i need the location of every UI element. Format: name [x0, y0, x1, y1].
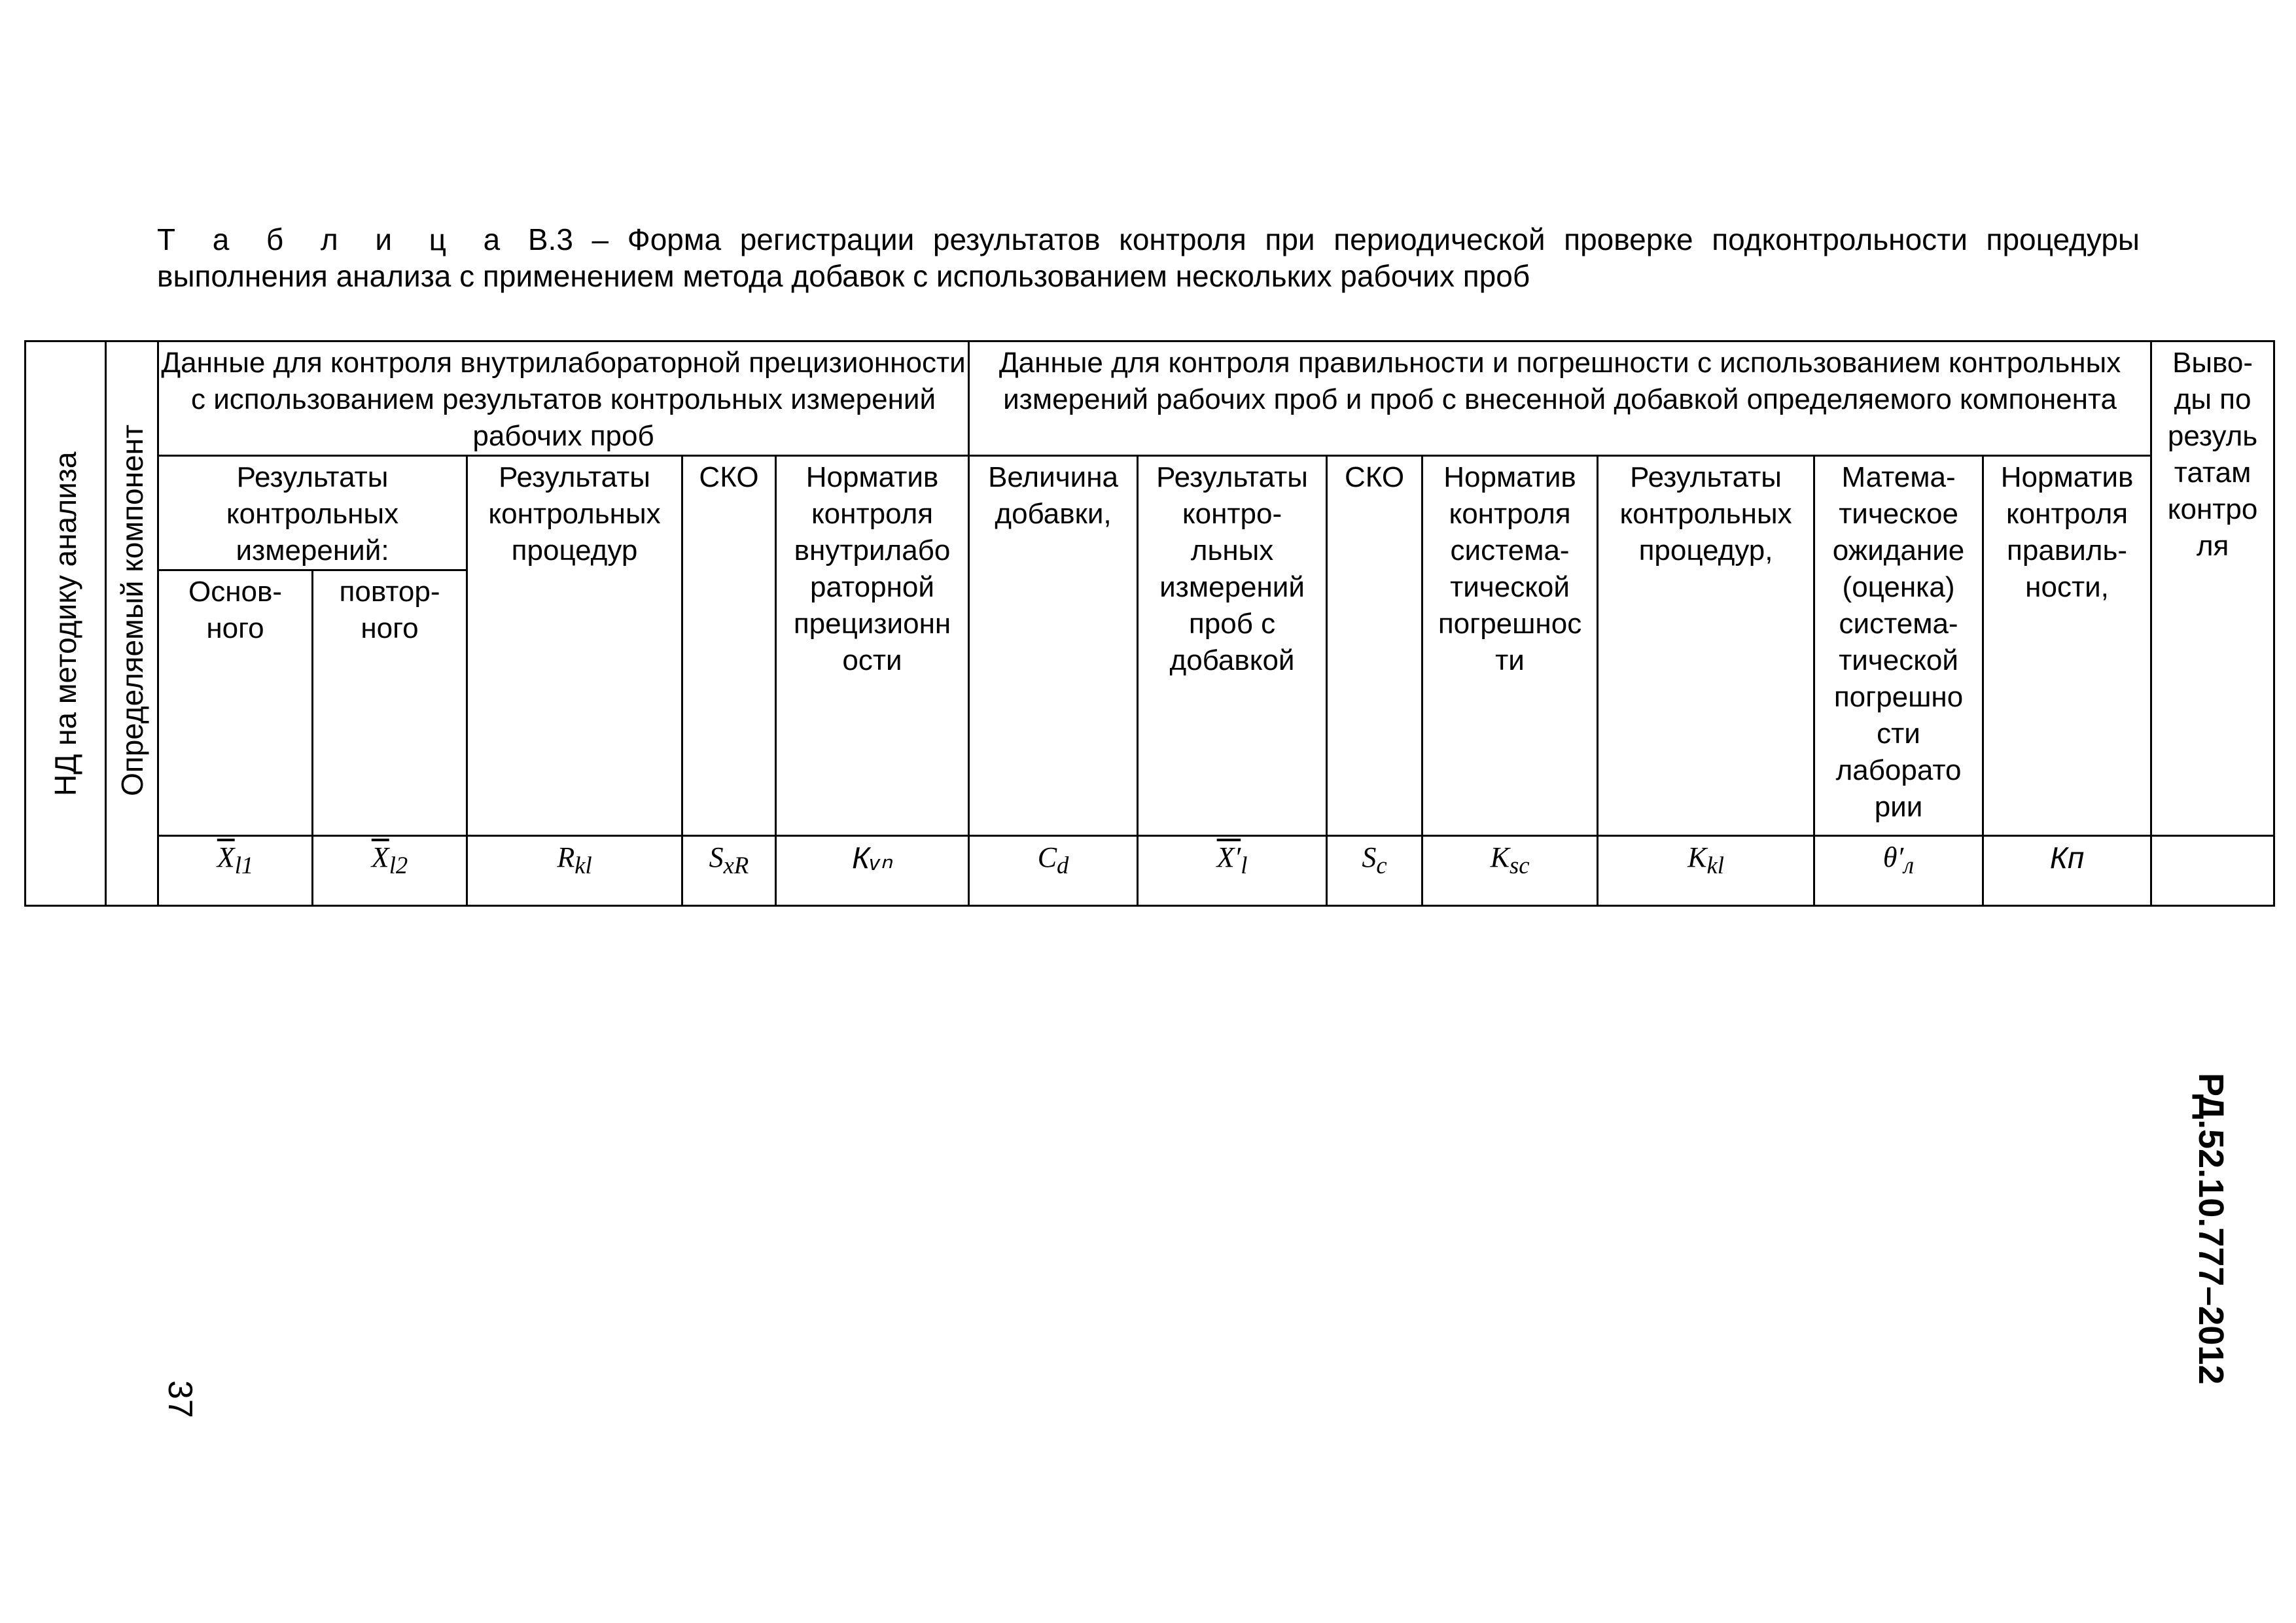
registration-form-table: [24, 340, 2275, 907]
symbol-r-kl: $R_{kl}$: [467, 836, 682, 906]
measurements-header: Результаты контрольных измерений:: [158, 456, 467, 570]
symbol-theta: $\theta'_л$: [1814, 836, 1983, 906]
conclusions-cell: [2151, 836, 2274, 906]
symbol-k-kl: $K_{kl}$: [1598, 836, 1814, 906]
addition-header: Величина добавки,: [969, 456, 1138, 836]
document-code: РД.52.10.777–2012: [2191, 1073, 2231, 1385]
norm-correctness-header: Норматив контроля правиль- ности,: [1983, 456, 2151, 836]
procedures-a-header: Результаты контрольных процедур: [467, 456, 682, 836]
symbol-c-d: $C_d$: [969, 836, 1138, 906]
math-expectation-header: Матема- тическое ожидание (оценка) система- тической погрешно сти лаборато рии: [1814, 456, 1983, 836]
primary-header: Основ- ного: [158, 570, 313, 836]
symbol-k-vp: Кᵥₙ: [776, 836, 969, 906]
procedures-b-header: Результаты контрольных процедур,: [1598, 456, 1814, 836]
symbol-k-p: Кп: [1983, 836, 2151, 906]
group-precision-header: Данные для контроля внутрилабораторной прецизионности с использованием результатов контрольных измерений рабочих проб: [158, 341, 969, 456]
page-number: 37: [161, 1380, 199, 1418]
symbol-x-l1: $\overline{X}_{l1}$: [158, 836, 313, 906]
norm-precision-header: Норматив контроля внутрилабо раторной прецизионн ости: [776, 456, 969, 836]
symbol-x-l-prime: $X'_l$: [1138, 836, 1327, 906]
symbol-s-xr: $S_{xR}$: [682, 836, 776, 906]
sko-a-header: СКО: [682, 456, 776, 836]
norm-systematic-header: Норматив контроля система- тической погрешнос ти: [1422, 456, 1598, 836]
table-caption: [157, 221, 2140, 294]
symbol-x-l2: $\overline{X}_{l2}$: [313, 836, 467, 906]
conclusions-header: Выво- ды по резуль татам контро ля: [2151, 341, 2274, 836]
symbol-s-c: $S_c$: [1327, 836, 1422, 906]
component-header: Определяемый компонент: [106, 341, 158, 906]
caption-lead: Т а б л и ц а: [157, 222, 510, 256]
caption-text: В.3 – Форма регистрации результатов контроля при периодической проверке подконтрольности процедуры выполнения анализа с применением метода добавок с использованием нескольких рабочих проб: [157, 222, 2140, 293]
nd-method-header: НД на методику анализа: [26, 341, 106, 906]
group-correctness-header: Данные для контроля правильности и погрешности с использованием контрольных измерений рабочих проб и проб с внесенной добавкой определяемого компонента: [969, 341, 2151, 456]
repeat-header: повтор- ного: [313, 570, 467, 836]
results-with-addition-header: Результаты контро- льных измерений проб с добавкой: [1138, 456, 1327, 836]
sko-b-header: СКО: [1327, 456, 1422, 836]
symbol-k-sc: $K_{sc}$: [1422, 836, 1598, 906]
